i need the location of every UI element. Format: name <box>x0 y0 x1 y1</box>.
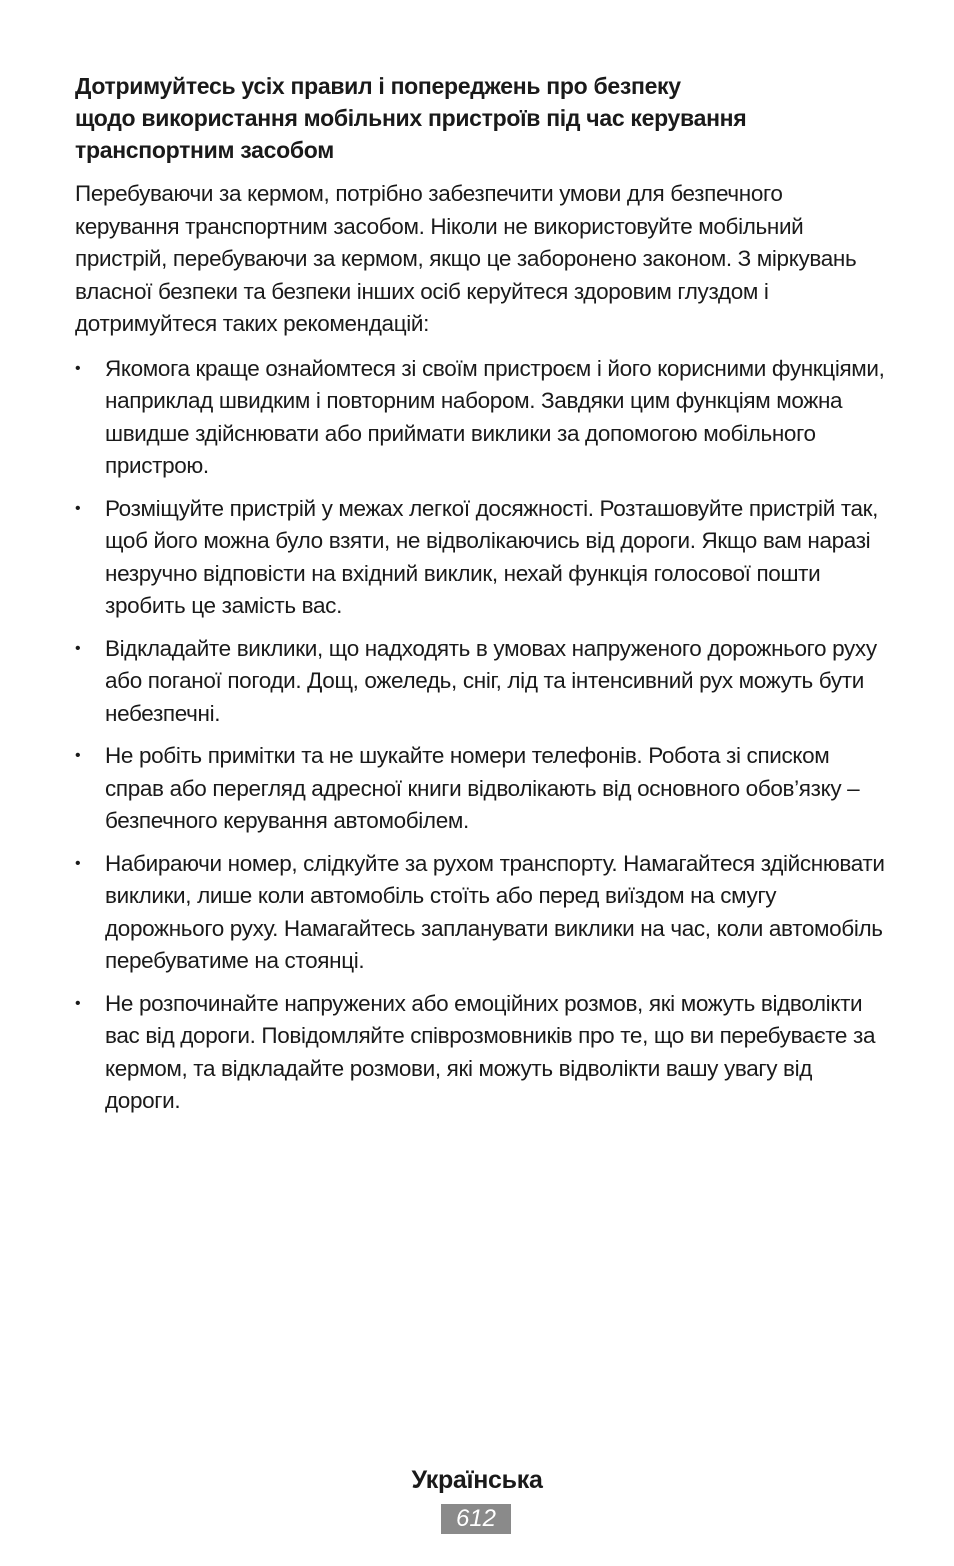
section-heading <box>75 70 885 166</box>
bullet-icon: • <box>75 359 81 377</box>
page-content <box>75 70 885 1128</box>
list-item-text: Якомога краще ознайомтеся зі своїм пристроєм і його корисними функціями, наприклад швидким і повторним набором. Завдяки цим функціям можна швидше здійснювати або приймати виклики за допомогою мобільного пристрою. <box>105 355 885 478</box>
safety-recommendations-list <box>75 353 885 1118</box>
list-item <box>75 848 885 978</box>
list-item <box>75 633 885 731</box>
bullet-icon: • <box>75 854 81 872</box>
footer-language: Українська <box>411 1466 543 1494</box>
list-item <box>75 353 885 483</box>
list-item <box>75 493 885 623</box>
bullet-icon: • <box>75 639 81 657</box>
heading-line-3: транспортним засобом <box>75 137 334 163</box>
list-item <box>75 988 885 1118</box>
heading-line-2: щодо використання мобільних пристроїв під час керування <box>75 105 747 131</box>
intro-paragraph: Перебуваючи за кермом, потрібно забезпечити умови для безпечного керування транспортним засобом. Ніколи не використовуйте мобільний пристрій, перебуваючи за кермом, якщо це заборонено законом. З міркувань власної безпеки та безпеки інших осіб керуйтеся здоровим глуздом і дотримуйтеся таких рекомендацій: <box>75 181 857 336</box>
list-item-text: Відкладайте виклики, що надходять в умовах напруженого дорожнього руху або поганої погоди. Дощ, ожеледь, сніг, лід та інтенсивний рух можуть бути небезпечні. <box>105 635 877 726</box>
bullet-icon: • <box>75 994 81 1012</box>
list-item <box>75 740 885 838</box>
page-number: 612 <box>441 1504 511 1534</box>
heading-line-1: Дотримуйтесь усіх правил і попереджень про безпеку <box>75 73 681 99</box>
list-item-text: Розміщуйте пристрій у межах легкої досяжності. Розташовуйте пристрій так, щоб його можна було взяти, не відволікаючись від дороги. Якщо вам наразі незручно відповісти на вхідний виклик, нехай функція голосової пошти зробить це замість вас. <box>105 495 879 618</box>
list-item-text: Не робіть примітки та не шукайте номери телефонів. Робота зі списком справ або перегляд адресної книги відволікають від основного обов’язку – безпечного керування автомобілем. <box>105 743 860 833</box>
list-item-text: Набираючи номер, слідкуйте за рухом транспорту. Намагайтеся здійснювати виклики, лише коли автомобіль стоїть або перед виїздом на смугу дорожнього руху. Намагайтесь запланувати виклики на час, коли автомобіль перебуватиме на стоянці. <box>105 850 885 973</box>
bullet-icon: • <box>75 747 81 764</box>
bullet-icon: • <box>75 499 81 517</box>
list-item-text: Не розпочинайте напружених або емоційних розмов, які можуть відволікти вас від дороги. Повідомляйте співрозмовників про те, що ви перебуваєте за кермом, та відкладайте розмови, які можуть відволікти вашу увагу від дороги. <box>105 990 876 1113</box>
